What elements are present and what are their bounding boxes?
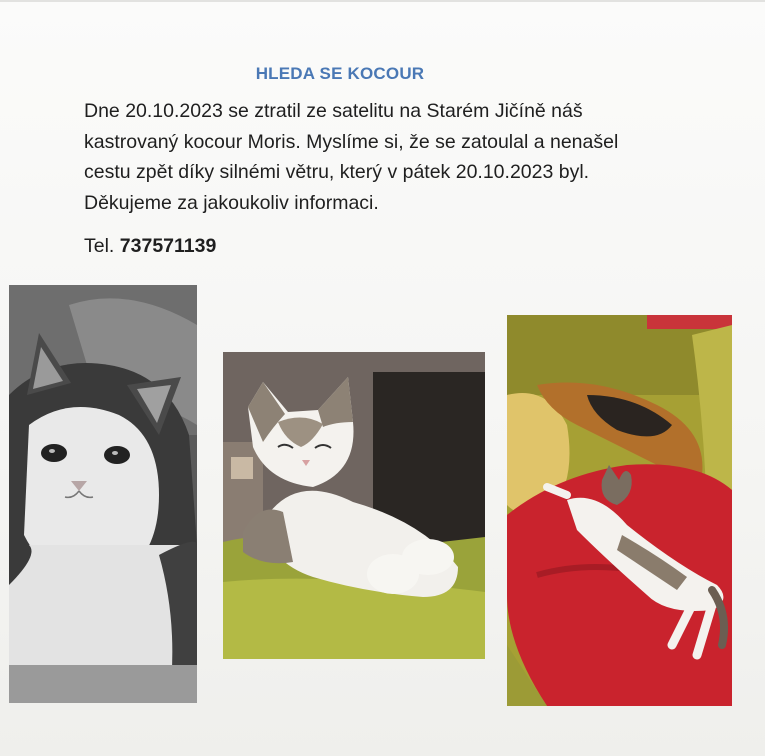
phone-label: Tel.	[84, 235, 115, 257]
message-line-3: cestu zpět díky silnémi větru, který v pátek 20.10.2023 byl.	[84, 161, 590, 183]
phone-number: 737571139	[119, 235, 217, 257]
message-line-1: Dne 20.10.2023 se ztratil ze satelitu na Starém Jičíně náš	[84, 100, 583, 122]
message-line-4: Děkujeme za jakoukoliv informaci.	[84, 191, 379, 214]
cat-and-dog-photo	[507, 315, 732, 706]
poster-message	[84, 96, 724, 218]
cat-photo-closeup	[9, 285, 197, 703]
cat-photo-sofa	[223, 352, 485, 659]
poster-title: HLEDA SE KOCOUR	[255, 64, 425, 83]
message-line-2: kastrovaný kocour Moris. Myslíme si, že se zatoulal a nenašel	[84, 130, 619, 153]
phone-contact	[84, 235, 216, 258]
